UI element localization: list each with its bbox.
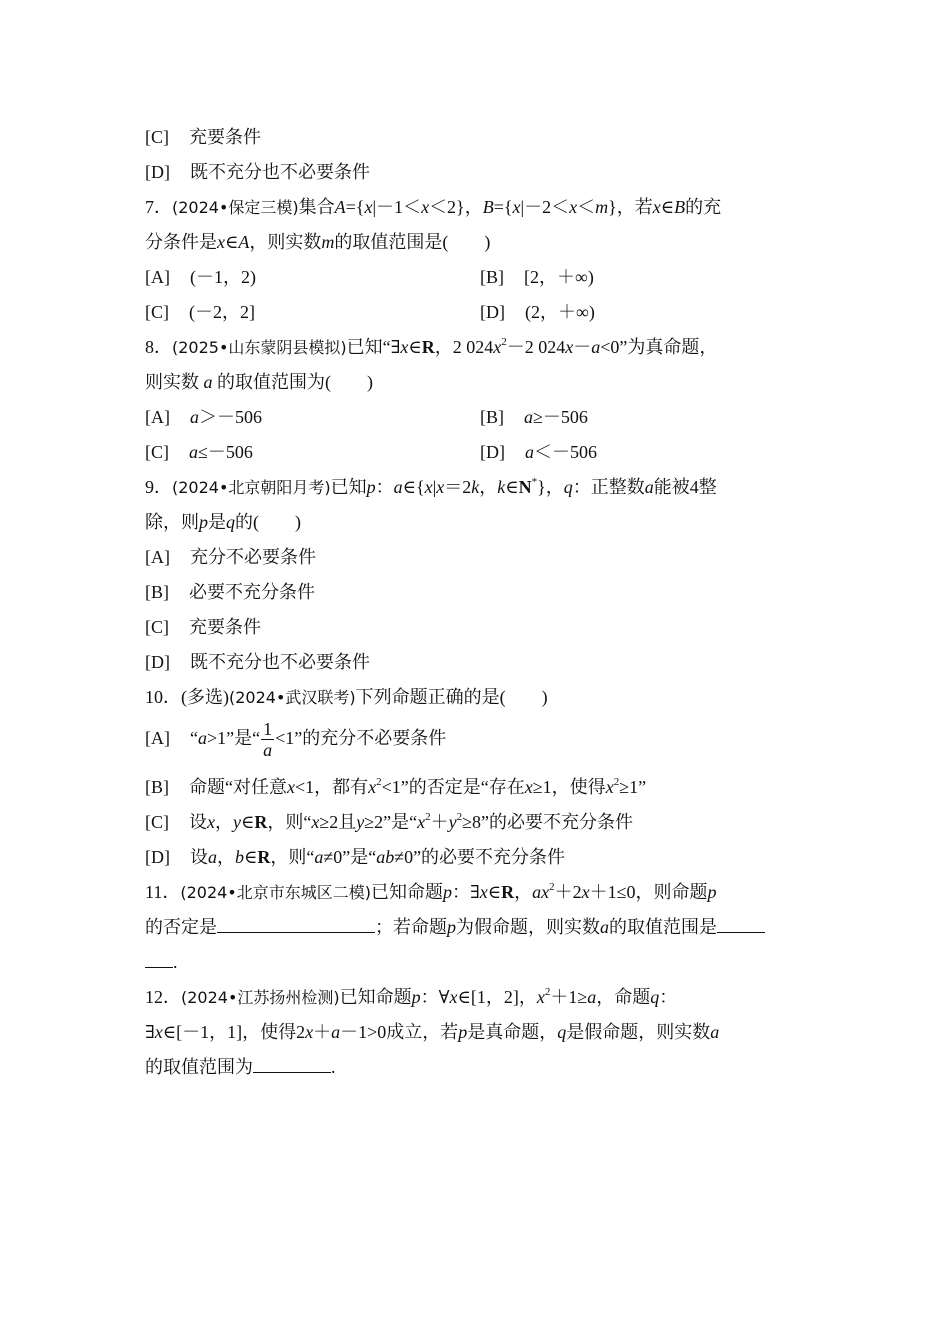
question-11-line-2: 的否定是 ；若命题p为假命题，则实数a的取值范围是: [145, 915, 765, 939]
question-11-line-1: 11．(2024•北京市东城区二模)已知命题p：∃x∈R，$ax^2+2x+1\le 0$，则命题p: [145, 881, 717, 902]
question-7-option-d: [D] (2，＋∞): [480, 302, 595, 322]
answer-blank-range[interactable]: [717, 916, 765, 933]
option-c-prev: [C] 充要条件: [145, 127, 261, 147]
question-8-line-1: 8．(2025•山东蒙阴县模拟)已知“∃x∈R，2 $024x^2-2$ 024x－a<0”为真命题，: [145, 336, 718, 357]
question-9-option-a: [A] 充分不必要条件: [145, 547, 316, 567]
question-7-option-c: [C] (－2，2]: [145, 302, 255, 322]
question-11-line-3: .: [145, 950, 178, 974]
question-8-option-a: [A] a＞－506: [145, 407, 262, 427]
question-9-line-1: 9．(2024•北京朝阳月考)已知p：a∈{x|x＝2k，k∈N*}，q：正整数a能被4整: [145, 476, 717, 497]
question-10-option-c: [C] 设x，y∈R，则“x≥2且y≥2”是“$x^2+y^2\ge 8$”的必要不充分条件: [145, 811, 633, 832]
question-10-option-d: [D] 设a，b∈R，则“a≠0”是“ab≠0”的必要不充分条件: [145, 847, 566, 867]
question-10-option-a: [A] “a>1”是“ $\frac{1}{a}$ <1”的充分不必要条件: [145, 719, 447, 761]
question-7-option-b: [B] [2，＋∞): [480, 267, 594, 287]
question-12-line-2: ∃x∈[－1，1]，使得2x＋a－1>0成立，若p是真命题，q是假命题，则实数a: [145, 1022, 720, 1042]
question-10-line-1: 10．(多选)(2024•武汉联考)下列命题正确的是( ): [145, 687, 548, 707]
question-8-line-2: 则实数 a 的取值范围为( ): [145, 372, 373, 392]
question-9-option-c: [C] 充要条件: [145, 617, 261, 637]
question-7-line-2: 分条件是x∈A，则实数m的取值范围是( ): [145, 232, 491, 252]
question-7-option-a: [A] (－1，2): [145, 267, 256, 287]
question-8-option-b: [B] a≥－506: [480, 407, 588, 427]
fraction-one-over-a: $\frac{1}{a}$: [263, 719, 273, 761]
question-7-line-1: 7．(2024•保定三模)集合A={x|－1＜x＜2}，B={x|－2＜x＜m}，若x∈B的充: [145, 197, 722, 217]
question-9-line-2: 除，则p是q的( ): [145, 512, 301, 532]
answer-blank-range-12[interactable]: [253, 1056, 331, 1073]
option-d-prev: [D] 既不充分也不必要条件: [145, 162, 370, 182]
question-8-option-d: [D] a＜－506: [480, 442, 597, 462]
question-8-option-c: [C] a≤－506: [145, 442, 253, 462]
question-12-line-3: 的取值范围为 .: [145, 1057, 336, 1077]
answer-blank-range-cont[interactable]: [145, 951, 173, 968]
question-12-line-1: 12．(2024•江苏扬州检测)已知命题p：∀x∈[1，2]，$x^2+1\ge a$，命题q：: [145, 986, 678, 1007]
question-9-option-b: [B] 必要不充分条件: [145, 582, 315, 602]
answer-blank-negation[interactable]: [217, 916, 375, 933]
question-9-option-d: [D] 既不充分也不必要条件: [145, 652, 370, 672]
question-10-option-b: [B] 命题“对任意x<1，都有$x^2<1$”的否定是“存在x≥1，使得$x^2\ge 1$”: [145, 776, 647, 797]
